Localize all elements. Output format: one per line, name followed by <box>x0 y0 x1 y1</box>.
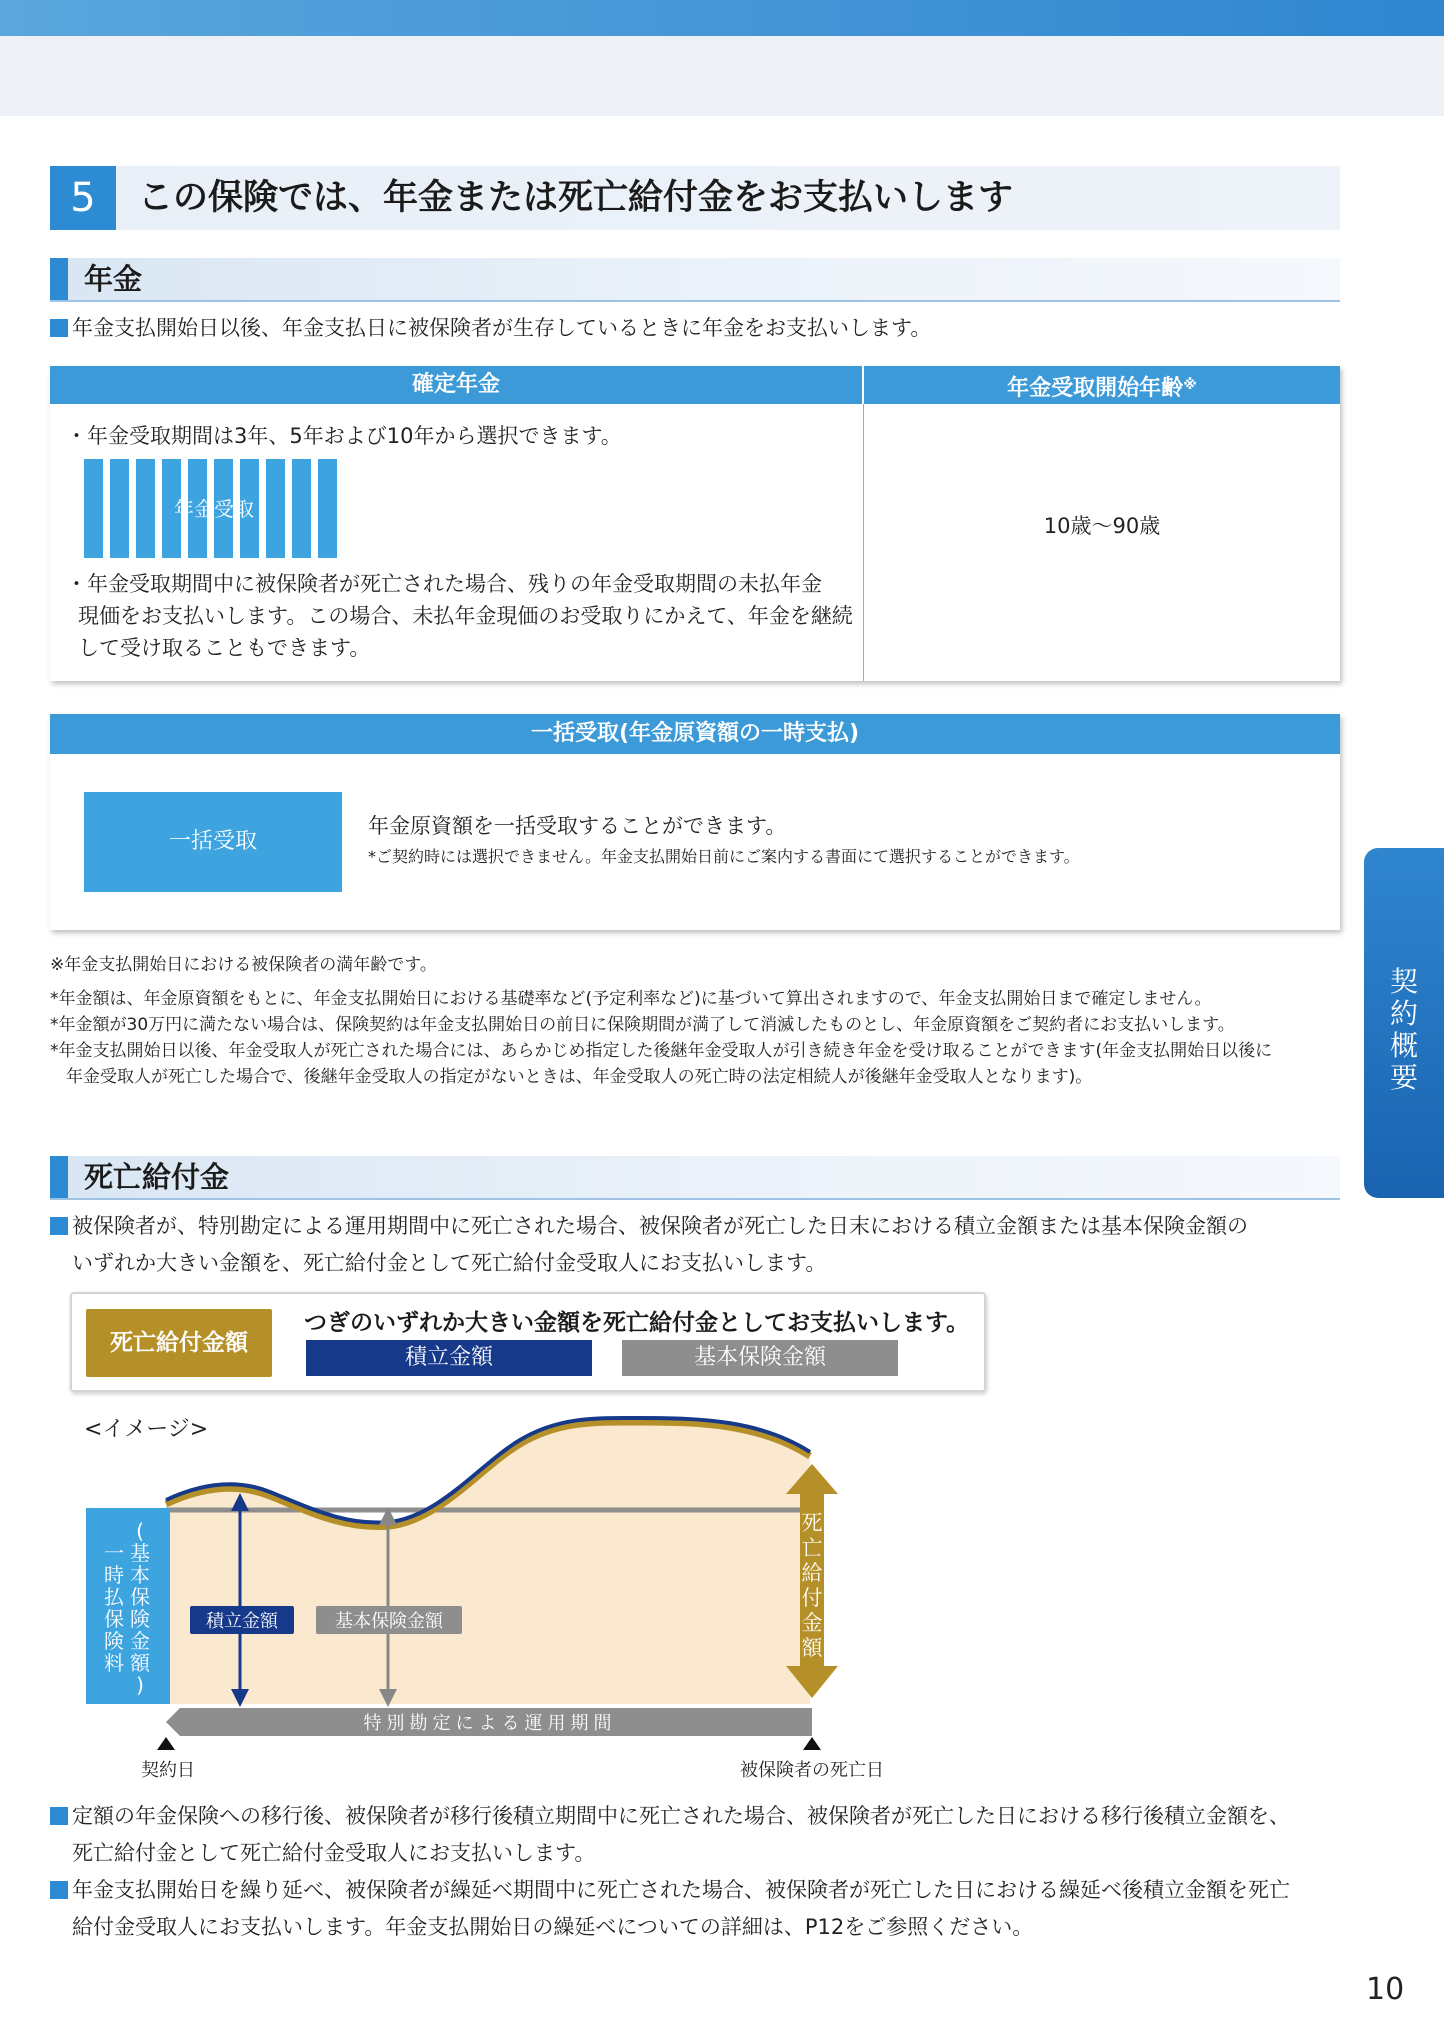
end-label: 被保険者の死亡日 <box>740 1760 884 1781</box>
lump-sum-note: *ご契約時には選択できません。年金支払開始日前にご案内する書面にて選択することができます。 <box>368 847 1080 866</box>
image-label: <イメージ> <box>84 1417 209 1442</box>
stripe-label: 年金受取 <box>174 497 254 521</box>
svg-text:料: 料 <box>104 1651 124 1675</box>
svg-text:一: 一 <box>104 1541 124 1565</box>
note-3-cont: 年金受取人が死亡した場合で、後継年金受取人の指定がないときは、年金受取人の死亡時の法定相続人が後継年金受取人となります)。 <box>66 1067 1093 1087</box>
formula-label: 死亡給付金額 <box>86 1309 272 1377</box>
section-number: 5 <box>50 166 116 230</box>
bullet-square-icon <box>50 1807 68 1825</box>
formula-lead: つぎのいずれか大きい金額を死亡給付金としてお支払いします。 <box>304 1310 970 1336</box>
col-header-fixed-annuity: 確定年金 <box>50 366 862 404</box>
age-range: 10歳～90歳 <box>1043 514 1161 538</box>
lump-sum-header: 一括受取(年金原資額の一時支払) <box>50 714 1340 754</box>
bullet-square-icon <box>50 1881 68 1899</box>
death-benefit-heading: 死亡給付金 <box>50 1156 1340 1200</box>
svg-text:保: 保 <box>104 1607 124 1631</box>
svg-text:保: 保 <box>130 1585 150 1609</box>
diagram-label-reserve: 積立金額 <box>206 1611 278 1632</box>
note-2: *年金額が30万円に満たない場合は、保険契約は年金支払開始日の前日に保険期間が満了して消滅したものとし、年金原資額をご契約者にお支払いします。 <box>50 1015 1235 1035</box>
note-1: *年金額は、年金原資額をもとに、年金支払開始日における基礎率など(予定利率など)に基づいて算出されますので、年金支払開始日まで確定しません。 <box>50 989 1212 1009</box>
svg-text:給: 給 <box>801 1561 823 1585</box>
svg-text:(: ( <box>136 1519 144 1543</box>
svg-text:付: 付 <box>801 1586 823 1610</box>
end-marker-icon <box>803 1737 821 1750</box>
bottom-bullet-1: 定額の年金保険への移行後、被保険者が移行後積立期間中に死亡された場合、被保険者が死亡した日における移行後積立金額を、 死亡給付金として死亡給付金受取人にお支払いします。 <box>50 1798 1290 1872</box>
death-text-1: ・年金受取期間中に被保険者が死亡された場合、残りの年金受取期間の未払年金 <box>66 572 822 596</box>
svg-text:額: 額 <box>801 1636 823 1660</box>
svg-text:時: 時 <box>104 1563 124 1587</box>
svg-text:本: 本 <box>130 1563 150 1587</box>
side-tab-contract-summary[interactable]: 契 約 概 要 <box>1364 848 1444 1198</box>
formula-option-reserve: 積立金額 <box>306 1340 592 1376</box>
formula-option-basic: 基本保険金額 <box>622 1340 898 1376</box>
page-number: 10 <box>1366 1972 1405 2007</box>
svg-text:額: 額 <box>130 1651 150 1675</box>
death-benefit-arrow-label <box>802 1511 824 1660</box>
svg-text:基: 基 <box>130 1541 150 1565</box>
svg-text:): ) <box>136 1673 144 1697</box>
bottom-bullet-2: 年金支払開始日を繰り延べ、被保険者が繰延べ期間中に死亡された場合、被保険者が死亡した日における繰延べ後積立金額を死亡 給付金受取人にお支払いします。年金支払開始日の繰延べについての詳細は、P12をご参照ください。 <box>50 1872 1290 1946</box>
section-title: この保険では、年金または死亡給付金をお支払いします <box>138 178 1014 218</box>
period-text: ・年金受取期間は3年、5年および10年から選択できます。 <box>66 424 622 448</box>
premium-column <box>86 1508 170 1704</box>
svg-text:金: 金 <box>130 1629 150 1653</box>
svg-text:険: 険 <box>130 1607 150 1631</box>
lump-sum-text: 年金原資額を一括受取することができます。 <box>368 814 787 838</box>
svg-text:払: 払 <box>104 1585 124 1609</box>
col-header-start-age: 年金受取開始年齢※ <box>864 366 1340 404</box>
lump-sum-box: 一括受取 <box>84 792 342 892</box>
period-label: 特別勘定による運用期間 <box>363 1713 617 1734</box>
svg-text:亡: 亡 <box>801 1536 823 1560</box>
svg-text:金: 金 <box>801 1611 823 1635</box>
start-label: 契約日 <box>141 1760 195 1781</box>
note-3: *年金支払開始日以後、年金受取人が死亡された場合には、あらかじめ指定した後継年金受取人が引き続き年金を受け取ることができます(年金支払開始日以後に <box>50 1041 1273 1061</box>
diagram-label-basic: 基本保険金額 <box>335 1611 443 1632</box>
svg-text:険: 険 <box>104 1629 124 1653</box>
age-note: ※年金支払開始日における被保険者の満年齢です。 <box>50 955 437 975</box>
annuity-heading: 年金 <box>50 258 1340 302</box>
start-marker-icon <box>157 1737 175 1750</box>
death-text-3: して受け取ることもできます。 <box>78 636 371 660</box>
svg-text:死: 死 <box>801 1511 823 1535</box>
annuity-bullet: 年金支払開始日以後、年金支払日に被保険者が生存しているときに年金をお支払いします。 <box>50 310 931 347</box>
death-benefit-bullet: 被保険者が、特別勘定による運用期間中に死亡された場合、被保険者が死亡した日末における積立金額または基本保険金額の いずれか大きい金額を、死亡給付金として死亡給付金受取人にお支払いします。 <box>50 1208 1248 1282</box>
death-text-2: 現価をお支払いします。この場合、未払年金現価のお受取りにかえて、年金を継続 <box>78 604 853 628</box>
